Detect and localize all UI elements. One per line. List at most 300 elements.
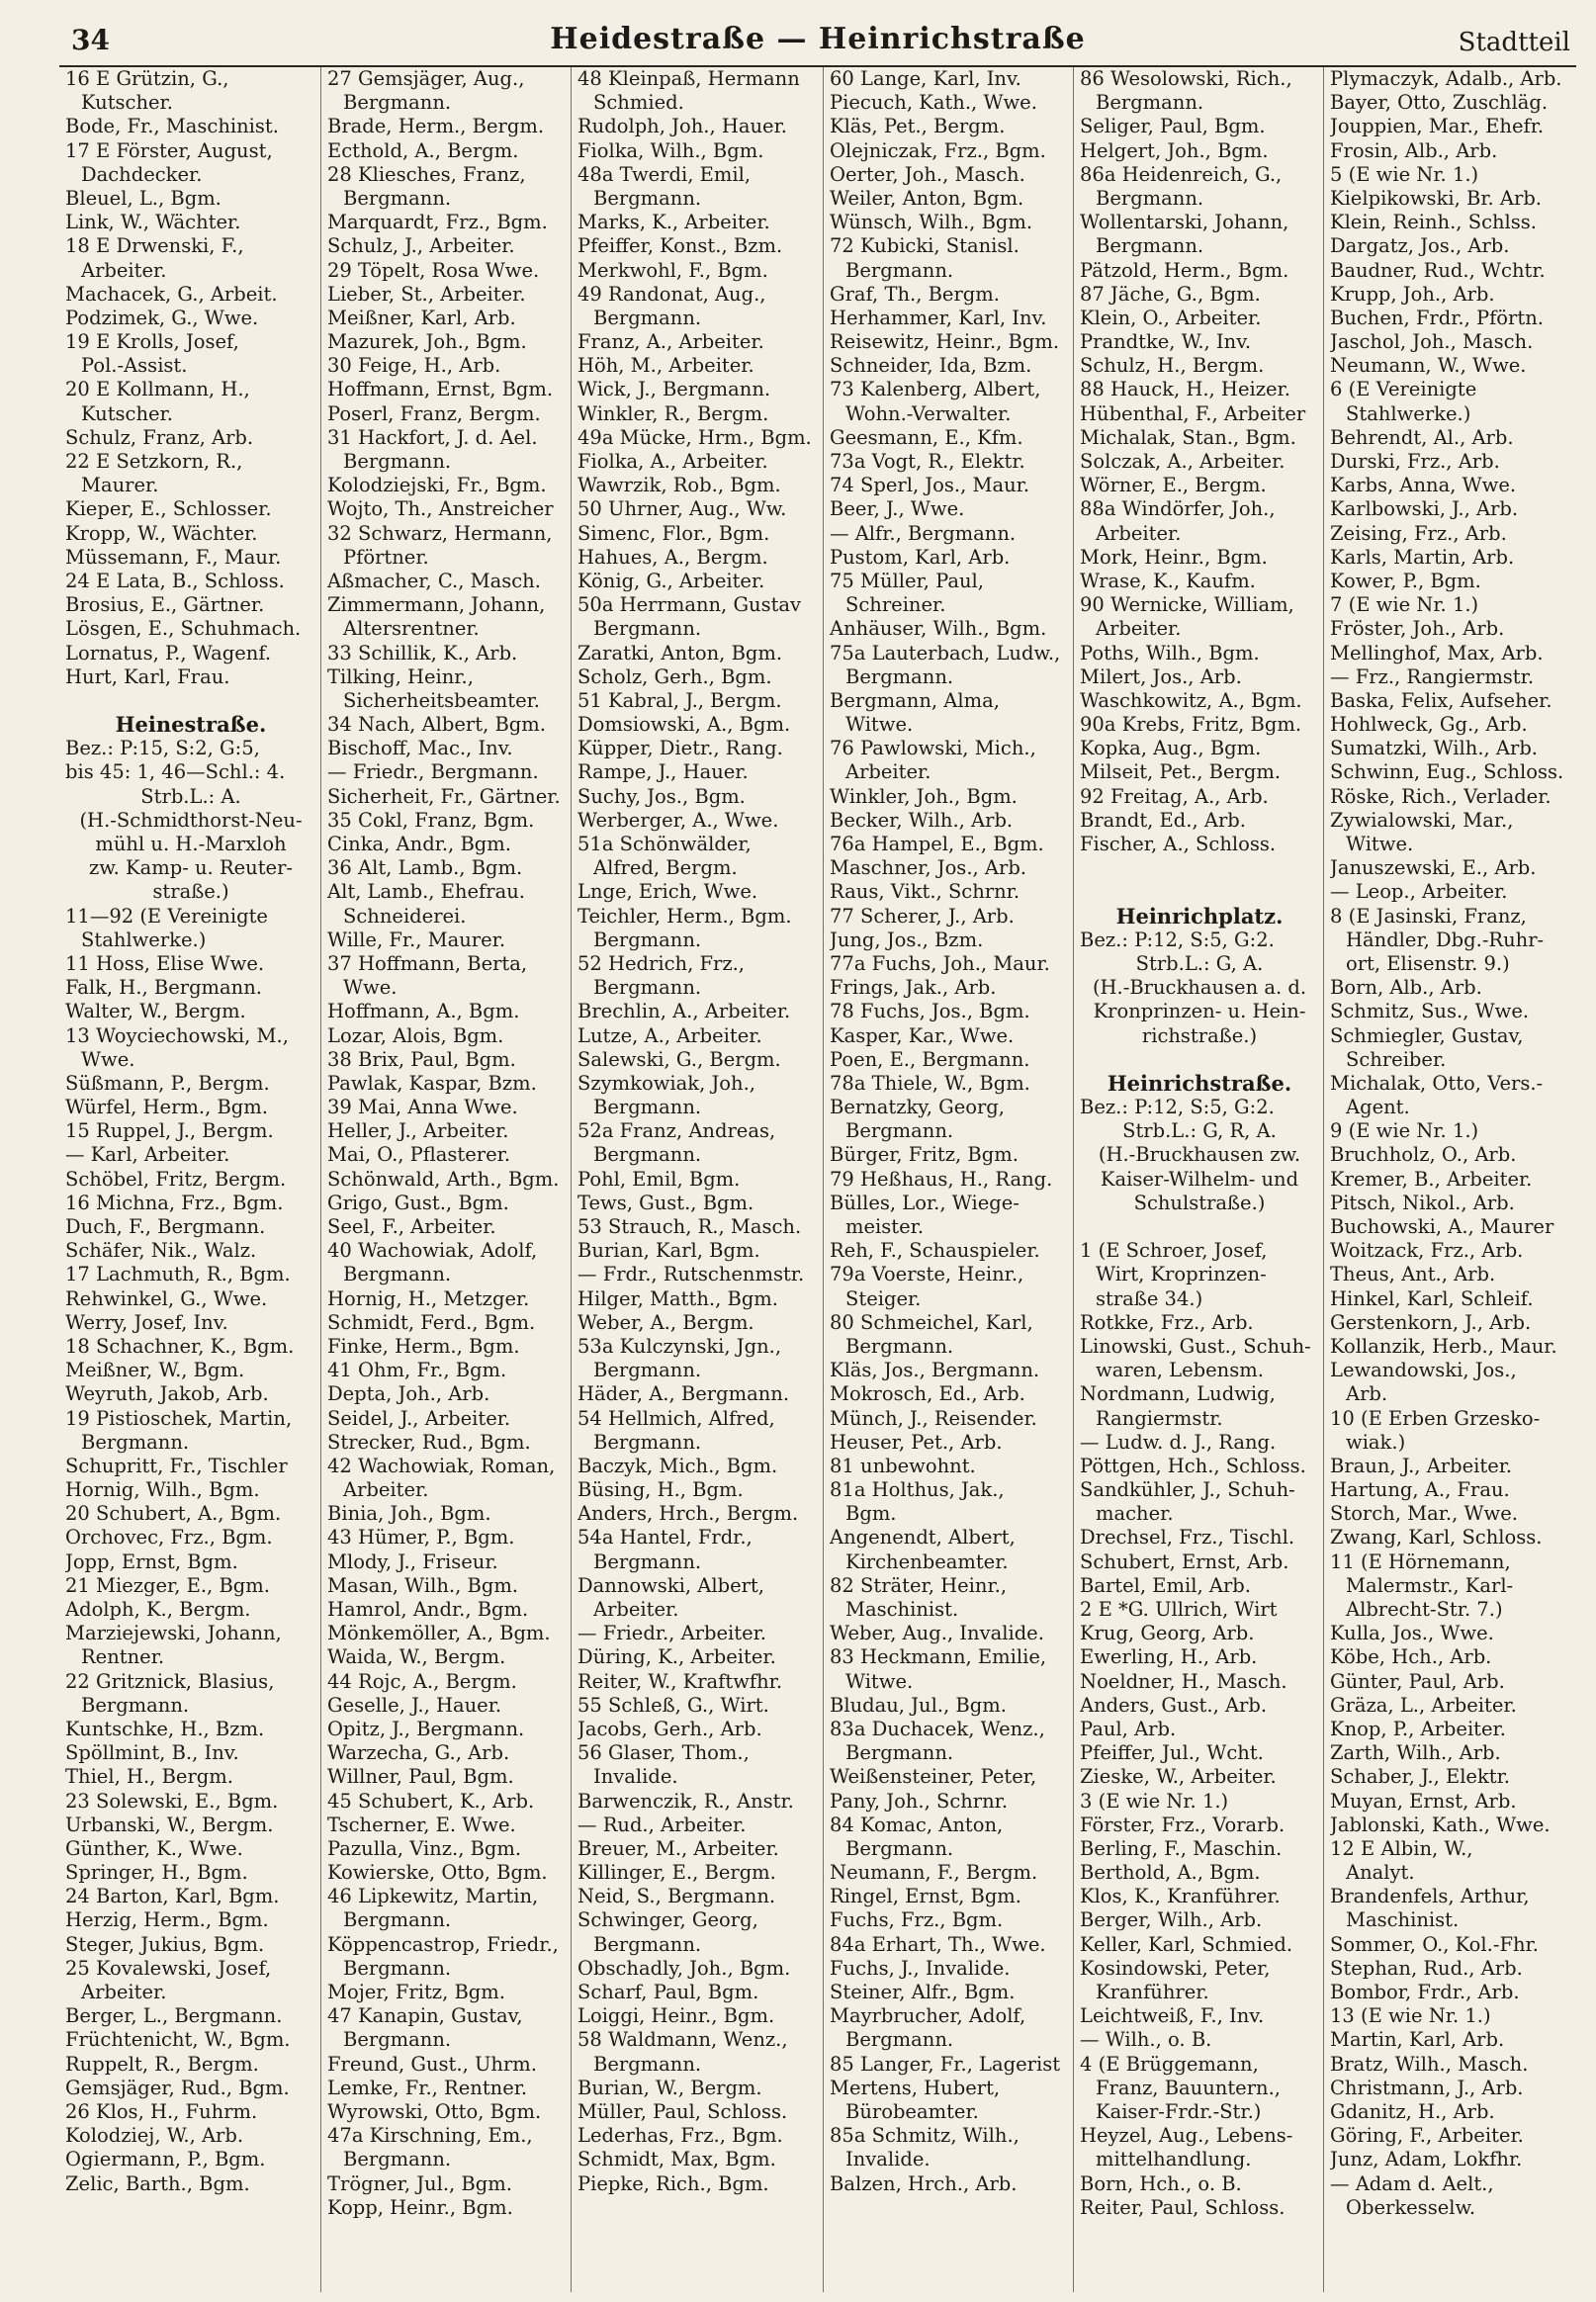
directory-entry-line: Stahlwerke.) [1346, 401, 1471, 425]
directory-entry-line: Krupp, Joh., Arb. [1330, 282, 1495, 306]
directory-entry-line: Mojer, Fritz, Bgm. [327, 1981, 505, 2003]
directory-entry-line: Killinger, E., Bergm. [577, 1861, 776, 1885]
directory-entry-line: Muyan, Ernst, Arb. [1330, 1789, 1517, 1813]
directory-entry-line: 25 Kovalewski, Josef, [65, 1956, 272, 1980]
directory-entry-line: Bergmann. [845, 2028, 954, 2052]
directory-entry-line: Pätzold, Herm., Bgm. [1080, 258, 1289, 282]
directory-entry-line: 11—92 (E Vereinigte [65, 904, 268, 928]
directory-entry-line: (H.-Schmidthorst-Neu- [79, 808, 303, 832]
directory-entry-line: Pöttgen, Hch., Schloss. [1080, 1454, 1306, 1477]
directory-entry-line: meister. [845, 1215, 925, 1238]
directory-entry-line: Altersrentner. [343, 617, 480, 641]
directory-entry-line: 54a Hantel, Frdr., [577, 1526, 753, 1549]
directory-entry-line: Nordmann, Ludwig, [1080, 1382, 1276, 1406]
directory-entry-line: 76a Hampel, E., Bgm. [830, 833, 1044, 855]
directory-entry-line: Arbeiter. [1096, 521, 1182, 545]
directory-entry-line: Heller, J., Arbeiter. [327, 1119, 509, 1143]
directory-entry-line: Gräza, L., Arbeiter. [1330, 1693, 1517, 1717]
directory-entry-line: Szymkowiak, Joh., [577, 1071, 755, 1095]
directory-entry-line: 33 Schillik, K., Arb. [327, 641, 518, 664]
directory-entry-line: 42 Wachowiak, Roman, [327, 1454, 556, 1477]
directory-entry-line: Junz, Adam, Lokfhr. [1330, 2148, 1523, 2171]
directory-entry-line: Lozar, Alois, Bgm. [327, 1023, 504, 1047]
directory-entry-line: 13 (E wie Nr. 1.) [1330, 2004, 1491, 2028]
directory-entry-line: Süßmann, P., Bergm. [65, 1071, 270, 1095]
directory-entry-line: Wünsch, Wilh., Bgm. [830, 211, 1033, 234]
directory-entry-line: Duch, F., Bergmann. [65, 1215, 266, 1238]
directory-entry-line: Teichler, Herm., Bgm. [577, 904, 792, 928]
directory-entry-line: Bez.: P:12, S:5, G:2. [1080, 1096, 1275, 1119]
directory-entry-line: — Frz., Rangiermstr. [1330, 664, 1535, 688]
directory-entry-line: Bergmann. [593, 1143, 702, 1167]
directory-entry-line: Pfeiffer, Konst., Bzm. [577, 234, 783, 258]
directory-entry-line: Sandkühler, J., Schuh- [1080, 1478, 1295, 1502]
directory-entry-line: Trögner, Jul., Bgm. [327, 2171, 512, 2195]
directory-entry-line: Piepke, Rich., Bgm. [577, 2171, 769, 2195]
directory-entry-line: Schulstraße.) [1133, 1191, 1266, 1214]
directory-entry-line: 24 E Lata, B., Schloss. [65, 569, 285, 592]
directory-entry-line: Malermstr., Karl- [1346, 1573, 1514, 1597]
directory-entry-line: Steiner, Alfr., Bgm. [830, 1981, 1016, 2003]
directory-entry-line: 73a Vogt, R., Elektr. [830, 450, 1025, 473]
directory-entry-line: Storch, Mar., Wwe. [1330, 1502, 1518, 1526]
directory-entry-line: Weber, A., Bergm. [577, 1310, 754, 1334]
directory-entry-line: Mönkemöller, A., Bgm. [327, 1622, 551, 1645]
directory-entry-line: 77a Fuchs, Joh., Maur. [830, 951, 1050, 975]
directory-entry-line: Depta, Joh., Arb. [327, 1382, 490, 1406]
directory-entry-line: Frings, Jak., Arb. [830, 976, 997, 1000]
directory-entry-line: Kaiser-Wilhelm- und [1100, 1167, 1299, 1191]
directory-entry-line: Grigo, Gust., Bgm. [327, 1191, 509, 1214]
directory-entry-line: Bergmann. [1096, 91, 1204, 115]
directory-entry-line: Kielpikowski, Br. Arb. [1330, 186, 1542, 210]
directory-entry-line: Baczyk, Mich., Bgm. [577, 1454, 778, 1477]
directory-entry-line: Bernatzky, Georg, [830, 1096, 1005, 1119]
directory-entry-line: Schmiegler, Gustav, [1330, 1023, 1524, 1047]
directory-entry-line: 31 Hackfort, J. d. Ael. [327, 425, 538, 449]
directory-entry-line [1080, 880, 1319, 904]
directory-entry-line: 15 Ruppel, J., Bergm. [65, 1119, 274, 1143]
directory-entry-line: Raus, Vikt., Schrnr. [830, 880, 1020, 904]
directory-entry-line: Günter, Paul, Arb. [1330, 1669, 1505, 1693]
directory-entry-line: Hilger, Matth., Bgm. [577, 1286, 778, 1310]
directory-entry-line: 55 Schleß, G., Wirt. [577, 1693, 769, 1717]
directory-entry-line: Wrase, K., Kaufm. [1080, 569, 1256, 592]
directory-entry-line: 90 Wernicke, William, [1080, 593, 1294, 617]
directory-entry-line: Springer, H., Bgm. [65, 1861, 248, 1885]
directory-entry-line: Lornatus, P., Wagenf. [65, 641, 272, 664]
directory-entry-line: Pazulla, Vinz., Bgm. [327, 1836, 522, 1860]
directory-entry-line: Schwinger, Georg, [577, 1908, 758, 1932]
directory-entry-line: Jouppien, Mar., Ehefr. [1330, 115, 1545, 138]
directory-entry-line: Pitsch, Nikol., Arb. [1330, 1191, 1515, 1214]
directory-entry-line: 53a Kulczynski, Jgn., [577, 1334, 782, 1358]
column-5 [1074, 67, 1324, 2292]
directory-entry-line: Sicherheit, Fr., Gärtner. [327, 784, 561, 808]
directory-entry-line: 51 Kabral, J., Bergm. [577, 688, 782, 712]
directory-entry-line: (H.-Bruckhausen a. d. [1092, 976, 1307, 1000]
directory-entry-line: Zarth, Wilh., Arb. [1330, 1741, 1501, 1765]
directory-entry-line [1080, 1048, 1319, 1072]
directory-entry-line: 7 (E wie Nr. 1.) [1330, 593, 1479, 617]
directory-entry-line: Ewerling, H., Arb. [1080, 1645, 1258, 1669]
directory-entry-line: ort, Elisenstr. 9.) [1346, 951, 1510, 975]
directory-entry-line: Hornig, H., Metzger. [327, 1286, 530, 1310]
directory-entry-line: 35 Cokl, Franz, Bgm. [327, 808, 535, 832]
directory-entry-line: Zieske, W., Arbeiter. [1080, 1765, 1277, 1789]
directory-entry-line: Podzimek, G., Wwe. [65, 306, 259, 329]
directory-entry-line: 38 Brix, Paul, Bgm. [327, 1047, 516, 1071]
directory-entry-line: Spöllmint, B., Inv. [65, 1741, 239, 1765]
directory-entry-line: Lösgen, E., Schuhmach. [65, 617, 302, 641]
directory-entry-line: 75a Lauterbach, Ludw., [830, 641, 1061, 664]
directory-entry-line: König, G., Arbeiter. [577, 569, 765, 592]
directory-entry-line: Bergmann. [593, 617, 702, 641]
directory-entry-line: Pol.-Assist. [81, 354, 188, 378]
directory-entry-line: 76 Pawlowski, Mich., [830, 737, 1036, 760]
directory-entry-line: 79 Heßhaus, H., Rang. [830, 1167, 1053, 1191]
district-label: Stadtteil [1458, 28, 1570, 57]
directory-entry-line: Steger, Jukius, Bgm. [65, 1932, 265, 1956]
directory-entry-line: Baudner, Rud., Wchtr. [1330, 258, 1546, 282]
directory-entry-line: Weber, Aug., Invalide. [830, 1622, 1044, 1645]
directory-entry-line: Bergmann. [593, 186, 702, 210]
directory-entry-line: Heyzel, Aug., Lebens- [1080, 2124, 1293, 2148]
directory-entry-line: Mayrbrucher, Adolf, [830, 2004, 1026, 2028]
directory-entry-line: Graf, Th., Bergm. [830, 282, 1000, 306]
directory-entry-line: Marquardt, Frz., Bgm. [327, 211, 548, 234]
directory-entry-line: 86 Wesolowski, Rich., [1080, 67, 1292, 90]
directory-entry-line: 30 Feige, H., Arb. [327, 354, 501, 378]
directory-entry-line: Piecuch, Kath., Wwe. [830, 91, 1037, 115]
directory-entry-line: 21 Miezger, E., Bgm. [65, 1573, 270, 1597]
directory-entry-line: Scholz, Gerh., Bgm. [577, 664, 772, 688]
directory-entry-line: 36 Alt, Lamb., Bgm. [327, 856, 523, 880]
directory-entry-line: 52a Franz, Andreas, [577, 1119, 776, 1143]
directory-entry-line: 54 Hellmich, Alfred, [577, 1406, 775, 1430]
directory-entry-line: 16 Michna, Frz., Bgm. [65, 1191, 284, 1214]
directory-entry-line: Mertens, Hubert, [830, 2076, 1001, 2099]
directory-entry-line: — Alfr., Bergmann. [830, 521, 1017, 545]
directory-entry-line: Berger, L., Bergmann. [65, 2004, 283, 2028]
directory-entry-line: Franz, A., Arbeiter. [577, 330, 764, 354]
directory-entry-line: Tscherner, E. Wwe. [327, 1813, 516, 1836]
directory-entry-line: macher. [1096, 1502, 1174, 1526]
directory-entry-line: Lutze, A., Arbeiter. [577, 1023, 762, 1047]
directory-entry-line: Schaber, J., Elektr. [1330, 1765, 1511, 1789]
directory-entry-line: 49a Mücke, Hrm., Bgm. [577, 425, 812, 449]
directory-entry-line: Müssemann, F., Maur. [65, 545, 282, 569]
directory-entry-line: Waida, W., Bergm. [327, 1645, 506, 1669]
directory-entry-line: Hübenthal, F., Arbeiter [1080, 401, 1306, 425]
directory-entry-line: Mellinghof, Max, Arb. [1330, 641, 1544, 664]
directory-entry-line: Bergmann. [593, 1430, 702, 1454]
directory-entry-line: Kopka, Aug., Bgm. [1080, 737, 1262, 760]
directory-entry-line: Wille, Fr., Maurer. [327, 928, 506, 951]
directory-entry-line: Kopp, Heinr., Bgm. [327, 2195, 513, 2219]
directory-entry-line: Schreiber. [1346, 1047, 1447, 1071]
directory-entry-line: 11 (E Hörnemann, [1330, 1549, 1511, 1573]
directory-entry-line: Ruppelt, R., Bergm. [65, 2052, 259, 2076]
directory-entry-line: Tilking, Heinr., [327, 664, 474, 688]
directory-entry-line: Gemsjäger, Rud., Bgm. [65, 2076, 290, 2099]
directory-entry-line: 22 E Setzkorn, R., [65, 450, 243, 473]
column-1 [59, 67, 321, 2292]
directory-entry-line: 12 E Albin, W., [1330, 1836, 1473, 1860]
directory-entry-line: Jaschol, Joh., Masch. [1330, 330, 1534, 354]
directory-entry-line: Kowierske, Otto, Bgm. [327, 1861, 548, 1885]
directory-entry-line: — Ludw. d. J., Rang. [1080, 1430, 1277, 1454]
directory-entry-line: Lnge, Erich, Wwe. [577, 880, 758, 904]
directory-entry-line: Bode, Fr., Maschinist. [65, 115, 279, 138]
directory-entry-line: Arbeiter. [81, 1981, 167, 2003]
directory-entry-line: Arbeiter. [1096, 617, 1182, 641]
directory-entry-line: Bergmann. [1096, 234, 1204, 258]
directory-entry-line: Bergmann. [845, 1836, 954, 1860]
directory-entry-line: Dargatz, Jos., Arb. [1330, 234, 1510, 258]
directory-entry-line: Dachdecker. [81, 162, 203, 186]
directory-entry-line: Braun, J., Arbeiter. [1330, 1454, 1513, 1477]
directory-entry-line: Binia, Joh., Bgm. [327, 1502, 491, 1526]
directory-entry-line: Pförtner. [343, 545, 429, 569]
directory-entry-line: Förster, Frz., Vorarb. [1080, 1813, 1286, 1836]
directory-entry-line: Bludau, Jul., Bgm. [830, 1693, 1007, 1717]
directory-entry-line: Maschner, Jos., Arb. [830, 856, 1026, 880]
directory-entry-line: Klein, O., Arbeiter. [1080, 306, 1262, 329]
directory-entry-line: Pfeiffer, Jul., Wcht. [1080, 1741, 1264, 1765]
directory-entry-line: 81a Holthus, Jak., [830, 1478, 1005, 1502]
directory-entry-line: Wirt, Kroprinzen- [1096, 1263, 1267, 1286]
directory-entry-line: Becker, Wilh., Arb. [830, 808, 1014, 832]
directory-entry-line: Kasper, Kar., Wwe. [830, 1023, 1015, 1047]
directory-entry-line [1080, 1215, 1319, 1239]
directory-entry-line: Lewandowski, Jos., [1330, 1359, 1517, 1382]
directory-entry-line: Breuer, M., Arbeiter. [577, 1836, 779, 1860]
directory-entry-line: Bayer, Otto, Zuschläg. [1330, 91, 1549, 115]
directory-entry-line: Willner, Paul, Bgm. [327, 1765, 514, 1789]
directory-entry-line: 16 E Grützin, G., [65, 67, 229, 90]
directory-entry-line: 9 (E wie Nr. 1.) [1330, 1119, 1479, 1143]
directory-entry-line: Paul, Arb. [1080, 1717, 1177, 1740]
directory-entry-line: waren, Lebensm. [1096, 1359, 1264, 1382]
directory-entry-line: Ogiermann, P., Bgm. [65, 2148, 266, 2171]
directory-entry-line: Hohlweck, Gg., Arb. [1330, 713, 1528, 737]
directory-entry-line: Invalide. [593, 1765, 678, 1789]
directory-entry-line: Jablonski, Kath., Wwe. [1330, 1813, 1551, 1836]
directory-entry-line: Noeldner, H., Masch. [1080, 1669, 1287, 1693]
directory-entry-line: Kulla, Jos., Wwe. [1330, 1622, 1494, 1645]
directory-entry-line: Fuchs, Frz., Bgm. [830, 1908, 1004, 1932]
directory-entry-line: Woitzack, Frz., Arb. [1330, 1239, 1524, 1263]
directory-entry-line: Obschadly, Joh., Bgm. [577, 1956, 791, 1980]
directory-entry-line: Baska, Felix, Aufseher. [1330, 688, 1552, 712]
directory-entry-line: Burian, W., Bergm. [577, 2076, 762, 2099]
directory-entry-line: Urbanski, W., Bergm. [65, 1813, 274, 1836]
directory-entry-line: 17 Lachmuth, R., Bgm. [65, 1263, 291, 1286]
directory-entry-line: Hoffmann, Ernst, Bgm. [327, 378, 554, 401]
directory-entry-line: Bülles, Lor., Wiege- [830, 1191, 1020, 1214]
directory-entry-line: Invalide. [845, 2148, 931, 2171]
directory-entry-line: Salewski, G., Bergm. [577, 1047, 781, 1071]
directory-entry-line: Bergmann. [845, 258, 954, 282]
directory-entry-line: Kremer, B., Arbeiter. [1330, 1167, 1533, 1191]
directory-entry-line: Bergmann. [593, 1359, 702, 1382]
directory-entry-line: 19 Pistioschek, Martin, [65, 1406, 293, 1430]
directory-entry-line: Bergmann. [343, 1263, 452, 1286]
directory-entry-line: Meißner, W., Bgm. [65, 1359, 245, 1382]
directory-entry-line: 6 (E Vereinigte [1330, 378, 1477, 401]
directory-entry-line: Köbe, Hch., Arb. [1330, 1645, 1492, 1669]
directory-entry-line: — Friedr., Arbeiter. [577, 1622, 767, 1645]
directory-entry-line: Würfel, Herm., Bgm. [65, 1096, 268, 1119]
directory-entry-line: Brosius, E., Gärtner. [65, 593, 265, 617]
directory-entry-line: Bergmann. [845, 1119, 954, 1143]
directory-entry-line: Bergmann. [343, 91, 452, 115]
directory-entry-line: Kuntschke, H., Bzm. [65, 1717, 265, 1740]
directory-entry-line: Berger, Wilh., Arb. [1080, 1908, 1263, 1932]
directory-entry-line: Bergmann. [593, 1096, 702, 1119]
directory-entry-line: Beer, J., Wwe. [830, 497, 965, 521]
directory-entry-line: 88a Windörfer, Joh., [1080, 497, 1276, 521]
directory-entry-line: Link, W., Wächter. [65, 211, 241, 234]
directory-entry-line: Höh, M., Arbeiter. [577, 354, 754, 378]
directory-entry-line: Pustom, Karl, Arb. [830, 545, 1011, 569]
directory-entry-line: Weißensteiner, Peter, [830, 1765, 1037, 1789]
directory-entry-line: 22 Gritznick, Blasius, [65, 1669, 275, 1693]
directory-entry-line: Sumatzki, Wilh., Arb. [1330, 737, 1539, 760]
directory-entry-line: 19 E Krolls, Josef, [65, 330, 239, 354]
directory-entry-line: Oberkesselw. [1346, 2195, 1476, 2219]
directory-entry-line: Steiger. [845, 1286, 922, 1310]
directory-entry-line: Karbs, Anna, Wwe. [1330, 474, 1517, 497]
directory-entry-line: — Rud., Arbeiter. [577, 1813, 747, 1836]
directory-entry-line: 47 Kanapin, Gustav, [327, 2004, 523, 2028]
directory-entry-line: mittelhandlung. [1096, 2148, 1252, 2171]
directory-entry-line: Orchovec, Frz., Bgm. [65, 1526, 273, 1549]
directory-entry-line: Schäfer, Nik., Walz. [65, 1239, 257, 1263]
directory-entry-line: Klein, Reinh., Schlss. [1330, 211, 1537, 234]
directory-entry-line: Wwe. [343, 976, 398, 1000]
directory-entry-line: Oerter, Joh., Masch. [830, 162, 1025, 186]
directory-entry-line: Schmidt, Max, Bgm. [577, 2148, 776, 2171]
directory-entry-line: Masan, Wilh., Bgm. [327, 1573, 519, 1597]
directory-entry-line: Karlbowski, J., Arb. [1330, 497, 1519, 521]
directory-entry-line: Hamrol, Andr., Bgm. [327, 1598, 529, 1621]
directory-entry-line: 56 Glaser, Thom., [577, 1741, 750, 1765]
directory-entry-line: Buchen, Frdr., Pförtn. [1330, 306, 1544, 329]
directory-entry-line: Kirchenbeamter. [845, 1549, 1009, 1573]
directory-entry-line: Falk, H., Bergmann. [65, 976, 262, 1000]
directory-entry-line: 37 Hoffmann, Berta, [327, 951, 528, 975]
directory-entry-line: Bruchholz, O., Arb. [1330, 1143, 1517, 1167]
directory-entry-line: Jacobs, Gerh., Arb. [577, 1717, 762, 1740]
directory-entry-line: Bergmann. [343, 1908, 452, 1932]
directory-entry-line: Bleuel, L., Bgm. [65, 186, 222, 210]
directory-entry-line: Händler, Dbg.-Ruhr- [1346, 928, 1545, 951]
directory-entry-line: Seidel, J., Arbeiter. [327, 1406, 511, 1430]
directory-entry-line: Sommer, O., Kol.-Fhr. [1330, 1932, 1539, 1956]
directory-entry-line: Bergmann. [593, 1549, 702, 1573]
directory-entry-line: Christmann, J., Arb. [1330, 2076, 1524, 2099]
directory-entry-line: Mazurek, Joh., Bgm. [327, 330, 527, 354]
directory-entry-line: Rangiermstr. [1096, 1406, 1223, 1430]
directory-entry-line: 20 Schubert, A., Bgm. [65, 1502, 282, 1526]
directory-entry-line: Mork, Heinr., Bgm. [1080, 545, 1268, 569]
directory-entry-line: — Wilh., o. B. [1080, 2028, 1212, 2052]
directory-entry-line: Hinkel, Karl, Schleif. [1330, 1286, 1534, 1310]
directory-entry-line: 47a Kirschning, Em., [327, 2124, 533, 2148]
directory-entry-line: Strecker, Rud., Bgm. [327, 1430, 531, 1454]
directory-entry-line: Pawlak, Kaspar, Bzm. [327, 1071, 537, 1095]
directory-entry-line: Fischer, A., Schloss. [1080, 833, 1277, 855]
directory-entry-line: Buchowski, A., Maurer [1330, 1215, 1554, 1238]
directory-entry-line: Zaratki, Anton, Bgm. [577, 641, 783, 664]
directory-entry-line: Herzig, Herm., Bgm. [65, 1908, 269, 1932]
directory-entry-line: Wollentarski, Johann, [1080, 211, 1289, 234]
directory-entry-line: Schmidt, Ferd., Bgm. [327, 1310, 536, 1334]
directory-entry-line: Herhammer, Karl, Inv. [830, 306, 1047, 329]
directory-entry-line: 10 (E Erben Grzesko- [1330, 1406, 1541, 1430]
directory-entry-line [65, 689, 316, 713]
directory-entry-line: Klos, K., Kranführer. [1080, 1885, 1281, 1908]
directory-entry-line: Röske, Rich., Verlader. [1330, 784, 1552, 808]
directory-entry-line: 45 Schubert, K., Arb. [327, 1789, 535, 1813]
directory-entry-line: Bürger, Fritz, Bgm. [830, 1143, 1019, 1167]
directory-entry-line: Alfred, Bergm. [593, 856, 738, 880]
directory-entry-line: Pany, Joh., Schrnr. [830, 1789, 1009, 1813]
directory-entry-line: Lieber, St., Arbeiter. [327, 282, 526, 306]
directory-entry-line: Kosindowski, Peter, [1080, 1956, 1271, 1980]
directory-entry-line: Thiel, H., Bergm. [65, 1765, 233, 1789]
directory-entry-line: Düring, K., Arbeiter. [577, 1645, 776, 1669]
directory-entry-line: 32 Schwarz, Hermann, [327, 521, 553, 545]
directory-entry-line: Brade, Herm., Bergm. [327, 115, 545, 138]
directory-entry-line: Bergmann. [593, 976, 702, 1000]
directory-entry-line: Prandtke, W., Inv. [1080, 330, 1252, 354]
directory-entry-line: 53 Strauch, R., Masch. [577, 1215, 802, 1238]
directory-entry-line: Kutscher. [81, 91, 173, 115]
directory-entry-line: Schulz, H., Bergm. [1080, 354, 1265, 378]
directory-entry-line: — Adam d. Aelt., [1330, 2171, 1494, 2195]
directory-entry-line: Bergmann. [343, 2148, 452, 2171]
directory-entry-line: Kläs, Pet., Bergm. [830, 115, 1006, 138]
directory-entry-line: Arbeiter. [81, 258, 167, 282]
directory-entry-line: Köppencastrop, Friedr., [327, 1932, 559, 1956]
directory-entry-line: Göring, F., Arbeiter. [1330, 2124, 1524, 2148]
directory-entry-line: Kollanzik, Herb., Maur. [1330, 1334, 1557, 1358]
directory-entry-line: Weyruth, Jakob, Arb. [65, 1382, 269, 1406]
directory-entry-line: Bergmann. [81, 1693, 190, 1717]
directory-entry-line: Agent. [1346, 1096, 1410, 1119]
directory-entry-line: Waschkowitz, A., Bgm. [1080, 688, 1302, 712]
directory-entry-line: Wyrowski, Otto, Bgm. [327, 2099, 542, 2123]
directory-entry-line: Büsing, H., Bgm. [577, 1478, 744, 1502]
directory-entry-line: Wwe. [81, 1047, 135, 1071]
directory-entry-line: Schmied. [593, 91, 684, 115]
directory-entry-line: Rudolph, Joh., Hauer. [577, 115, 787, 138]
directory-entry-line: Hornig, Wilh., Bgm. [65, 1478, 260, 1502]
directory-entry-line: Zelic, Barth., Bgm. [65, 2171, 250, 2195]
directory-entry-line: Bergmann, Alma, [830, 688, 1000, 712]
street-heading: Heinrichstraße. [1107, 1071, 1292, 1096]
directory-entry-line: Hahues, A., Bergm. [577, 545, 768, 569]
directory-entry-line: Brandt, Ed., Arb. [1080, 808, 1246, 832]
directory-entry-line: Zeising, Frz., Arb. [1330, 521, 1507, 545]
directory-entry-line: Wawrzik, Rob., Bgm. [577, 474, 781, 497]
directory-entry-line: Hurt, Karl, Frau. [65, 664, 230, 688]
directory-entry-line: Berling, F., Maschin. [1080, 1836, 1283, 1860]
directory-entry-line: 23 Solewski, E., Bgm. [65, 1789, 279, 1813]
